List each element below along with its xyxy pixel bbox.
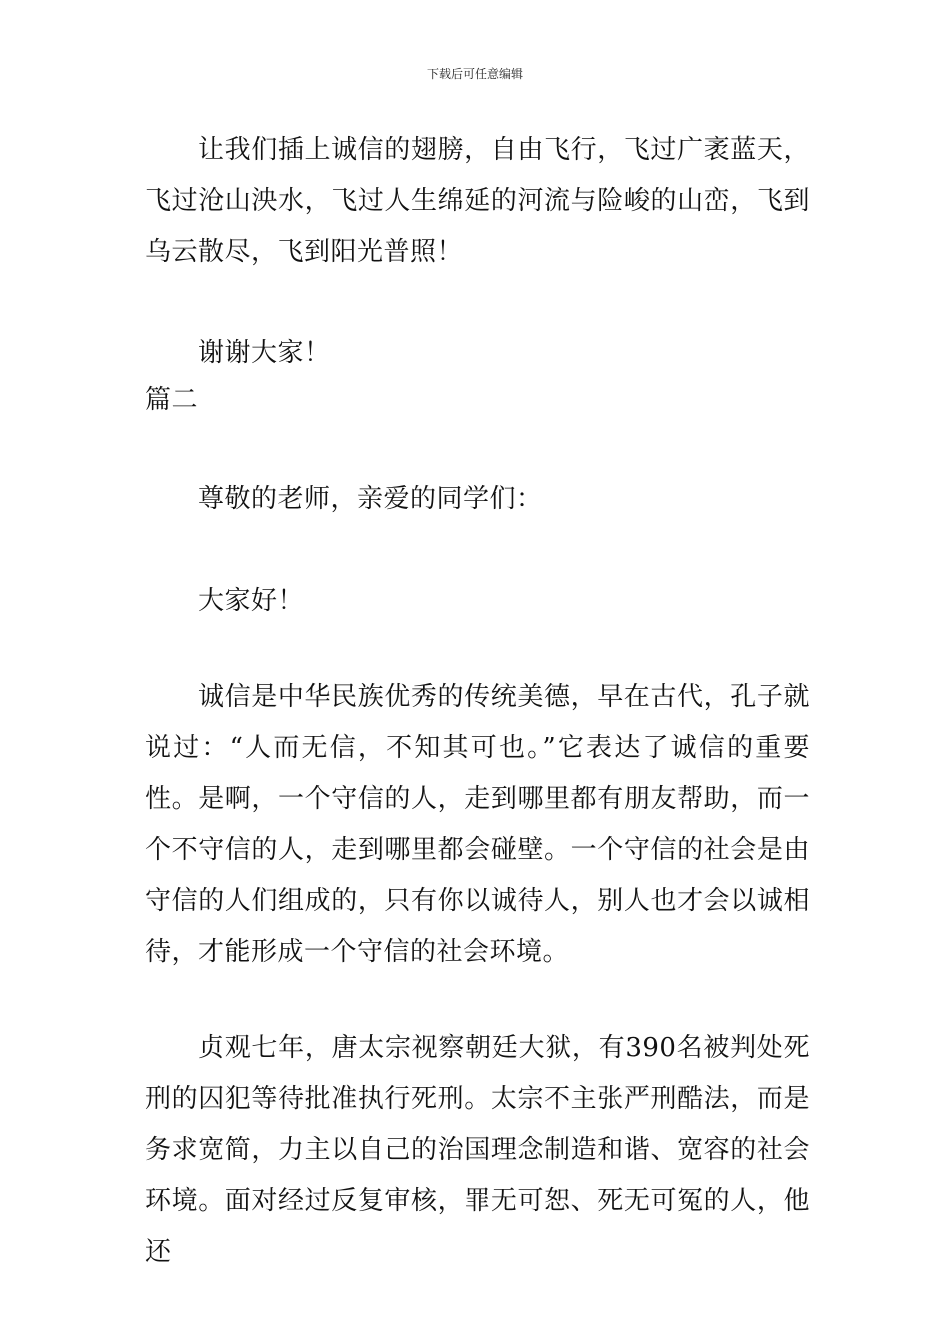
paragraph-greeting: 大家好！ (198, 586, 305, 616)
paragraph-thanks: 谢谢大家！ (198, 338, 331, 368)
paragraph-block-6 (145, 1023, 810, 1278)
paragraph-closing-wish: 让我们插上诚信的翅膀，自由飞行，飞过广袤蓝天，飞过沧山泱水，飞过人生绵延的河流与险峻的山峦，飞到乌云散尽，飞到阳光普照！ (145, 135, 810, 267)
paragraph-block-3 (145, 474, 810, 525)
paragraph-salutation: 尊敬的老师，亲爱的同学们： (198, 484, 543, 514)
paragraph-block-1 (145, 125, 810, 278)
section-heading: 篇二 (145, 385, 199, 415)
paragraph-tang-story: 贞观七年，唐太宗视察朝廷大狱，有390名被判处死刑的囚犯等待批准执行死刑。太宗不主张严刑酷法，而是务求宽简，力主以自己的治国理念制造和谐、宽容的社会环境。面对经过反复审核，罪无可恕、死无可冤的人，他还 (145, 1033, 810, 1267)
paragraph-block-5 (145, 672, 810, 978)
paragraph-block-4 (145, 576, 810, 627)
paragraph-block-2 (145, 328, 810, 379)
section-heading-block (145, 375, 810, 426)
paragraph-integrity: 诚信是中华民族优秀的传统美德，早在古代，孔子就说过：“人而无信，不知其可也。”它表达了诚信的重要性。是啊，一个守信的人，走到哪里都有朋友帮助，而一个不守信的人，走到哪里都会碰壁。一个守信的社会是由守信的人们组成的，只有你以诚待人，别人也才会以诚相待，才能形成一个守信的社会环境。 (145, 682, 810, 967)
page-header: 下载后可任意编辑 (426, 67, 523, 81)
